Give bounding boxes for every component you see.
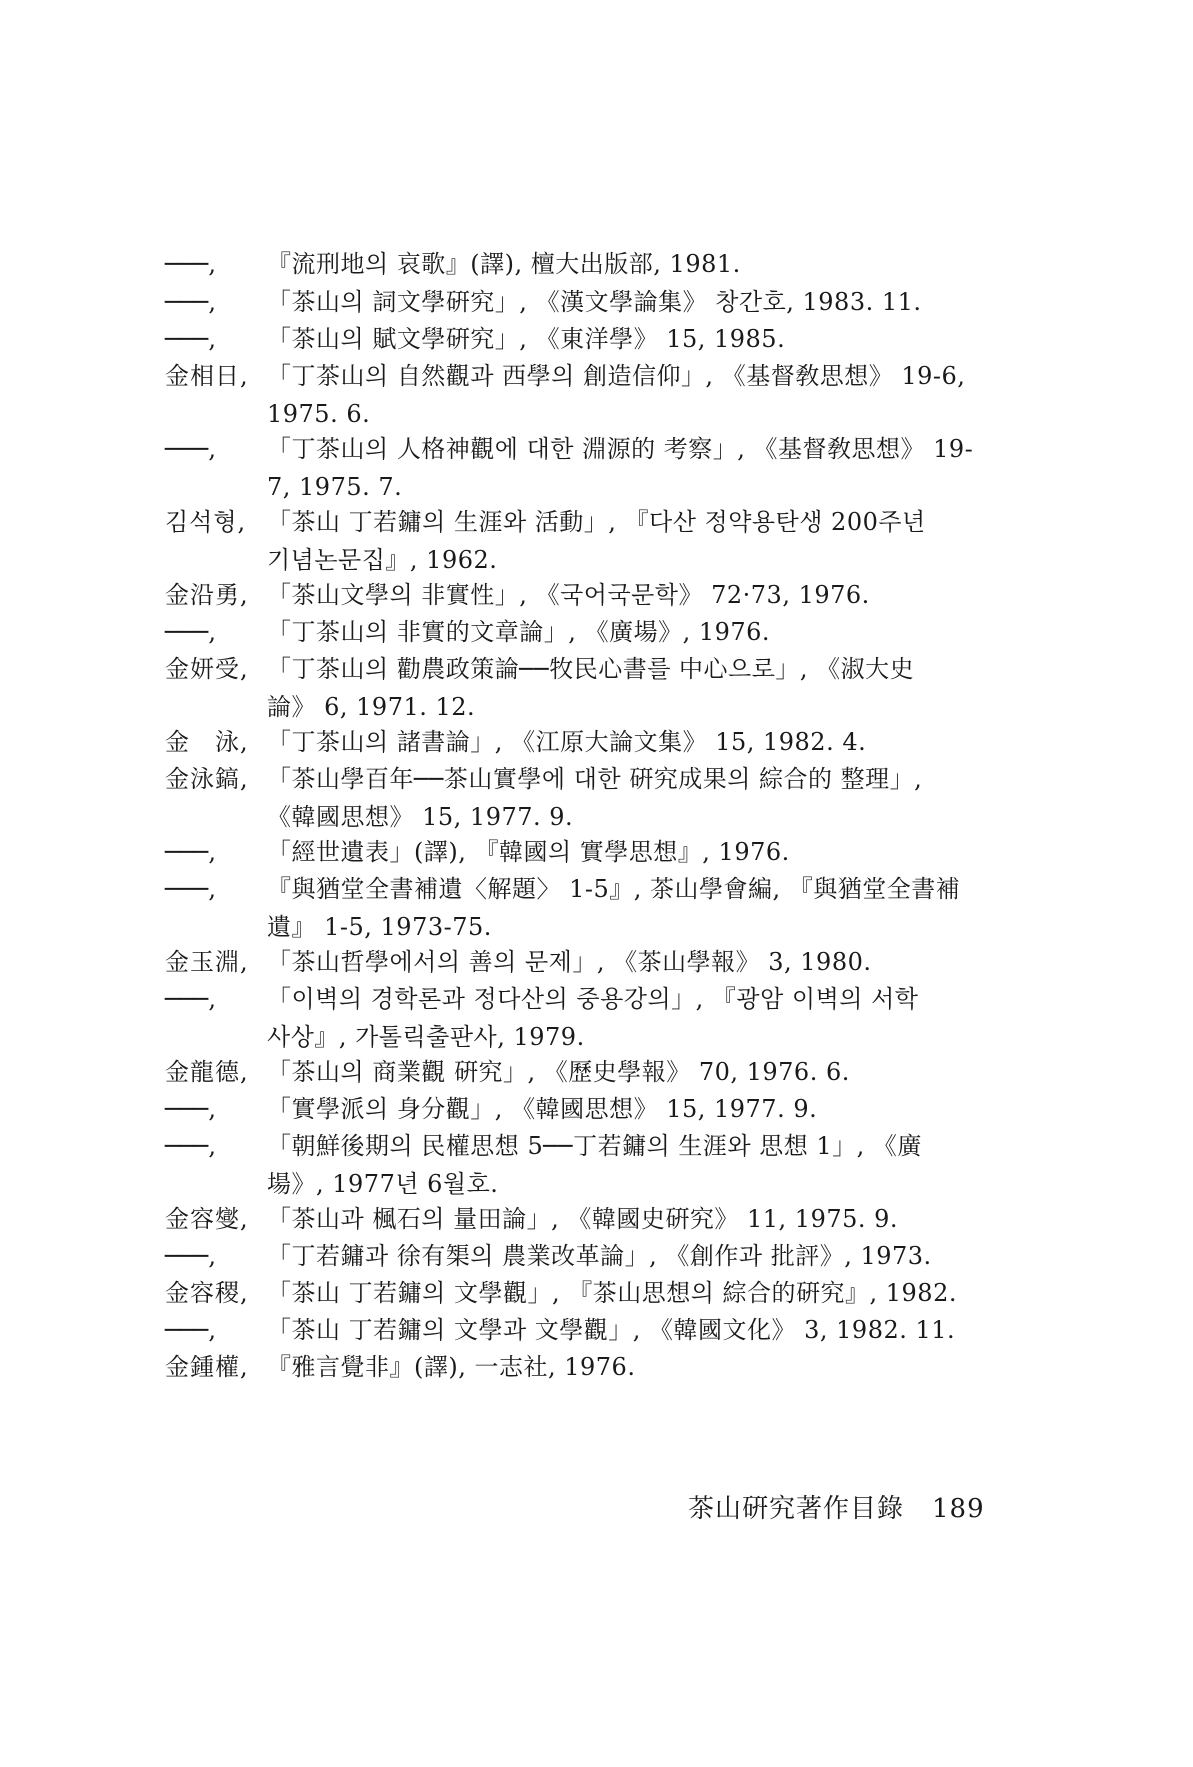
entry-author: ───, xyxy=(165,1316,216,1344)
entry-text xyxy=(267,503,967,579)
entry-author: 金玉淵, xyxy=(165,948,249,976)
entry-text xyxy=(267,576,967,614)
entry-text xyxy=(267,1348,967,1386)
entry-author: 金鍾權, xyxy=(165,1353,249,1381)
entry-text xyxy=(267,1274,967,1312)
entry-author: 김석형, xyxy=(165,508,247,536)
entry-line-continued: 7, 1975. 7. xyxy=(267,473,403,501)
entry-text xyxy=(267,980,967,1056)
entry-text xyxy=(267,283,967,321)
entry-line: 『雅言覺非』(譯), 一志社, 1976. xyxy=(267,1353,636,1381)
entry-text xyxy=(267,650,967,726)
entry-line-continued: 기념논문집』, 1962. xyxy=(267,546,498,574)
entry-text xyxy=(267,357,967,433)
entry-author: ───, xyxy=(165,618,216,646)
entry-author: ───, xyxy=(165,325,216,353)
entry-text xyxy=(267,723,967,761)
entry-line: 「茶山의 商業觀 硏究」, 《歷史學報》 70, 1976. 6. xyxy=(267,1058,850,1086)
entry-line: 「茶山學百年──茶山實學에 대한 硏究成果의 綜合的 整理」, xyxy=(267,765,923,793)
footer-title: 茶山硏究著作目錄 xyxy=(688,1494,905,1524)
entry-text xyxy=(267,1053,967,1091)
entry-author: 金 泳, xyxy=(165,728,249,756)
entry-text xyxy=(267,1311,967,1349)
entry-author: 金泳鎬, xyxy=(165,765,249,793)
entry-line: 「茶山 丁若鏞의 文學觀」, 『茶山思想의 綜合的硏究』, 1982. xyxy=(267,1279,957,1307)
entry-line-continued: 論》 6, 1971. 12. xyxy=(267,693,476,721)
entry-author: ───, xyxy=(165,985,216,1013)
entry-author: ───, xyxy=(165,838,216,866)
entry-line: 「經世遺表」(譯), 『韓國의 實學思想』, 1976. xyxy=(267,838,790,866)
entry-author: 金沿勇, xyxy=(165,581,249,609)
page-number: 189 xyxy=(932,1494,985,1524)
entry-author: 金龍德, xyxy=(165,1058,249,1086)
entry-line: 「茶山의 詞文學硏究」, 《漢文學論集》 창간호, 1983. 11. xyxy=(267,288,922,316)
entry-author: 金相日, xyxy=(165,362,249,390)
entry-line: 「丁茶山의 勸農政策論──牧民心書를 中心으로」, 《淑大史 xyxy=(267,655,915,683)
entry-author: 金容稷, xyxy=(165,1279,249,1307)
entry-author: 金容燮, xyxy=(165,1205,249,1233)
entry-author: ───, xyxy=(165,1132,216,1160)
entry-text xyxy=(267,430,974,506)
entry-author: ───, xyxy=(165,1095,216,1123)
entry-author: ───, xyxy=(165,875,216,903)
entry-line: 「이벽의 경학론과 정다산의 중용강의」, 『광암 이벽의 서학 xyxy=(267,985,919,1013)
entry-line-continued: 《韓國思想》 15, 1977. 9. xyxy=(267,803,574,831)
entry-line: 「丁茶山의 人格神觀에 대한 淵源的 考察」, 《基督敎思想》 19- xyxy=(267,435,974,463)
entry-line: 「丁若鏞과 徐有榘의 農業改革論」, 《創作과 批評》, 1973. xyxy=(267,1242,932,1270)
entry-line: 「丁茶山의 非實的文章論」, 《廣場》, 1976. xyxy=(267,618,771,646)
entry-text xyxy=(267,943,967,981)
entry-text xyxy=(267,760,967,836)
entry-line: 「茶山의 賦文學硏究」, 《東洋學》 15, 1985. xyxy=(267,325,786,353)
entry-text xyxy=(267,1200,967,1238)
entry-line: 「茶山文學의 非實性」, 《국어국문학》 72·73, 1976. xyxy=(267,581,870,609)
entry-line: 「丁茶山의 諸書論」, 《江原大論文集》 15, 1982. 4. xyxy=(267,728,867,756)
entry-line: 『流刑地의 哀歌』(譯), 檀大出版部, 1981. xyxy=(267,250,741,278)
entry-line: 「朝鮮後期의 民權思想 5──丁若鏞의 生涯와 思想 1」, 《廣 xyxy=(267,1132,922,1160)
entry-author: ───, xyxy=(165,288,216,316)
entry-line: 「茶山과 楓石의 量田論」, 《韓國史硏究》 11, 1975. 9. xyxy=(267,1205,899,1233)
entry-text xyxy=(267,245,967,283)
entry-line-continued: 1975. 6. xyxy=(267,400,371,428)
entry-line-continued: 사상』, 가톨릭출판사, 1979. xyxy=(267,1023,585,1051)
entry-text xyxy=(267,870,967,946)
entry-line-continued: 遺』 1-5, 1973-75. xyxy=(267,913,492,941)
entry-line: 『與猶堂全書補遺〈解題〉 1-5』, 茶山學會編, 『與猶堂全書補 xyxy=(267,875,961,903)
entry-text xyxy=(267,320,967,358)
entry-author: ───, xyxy=(165,435,216,463)
entry-line: 「實學派의 身分觀」, 《韓國思想》 15, 1977. 9. xyxy=(267,1095,818,1123)
entry-author: ───, xyxy=(165,1242,216,1270)
entry-line: 「茶山 丁若鏞의 生涯와 活動」, 『다산 정약용탄생 200주년 xyxy=(267,508,926,536)
running-footer xyxy=(688,1488,985,1525)
entry-text xyxy=(267,833,967,871)
entry-text xyxy=(267,1127,967,1203)
entry-author: 金妍受, xyxy=(165,655,249,683)
entry-author: ───, xyxy=(165,250,216,278)
entry-text xyxy=(267,1237,967,1275)
entry-line: 「茶山 丁若鏞의 文學과 文學觀」, 《韓國文化》 3, 1982. 11. xyxy=(267,1316,956,1344)
entry-text xyxy=(267,1090,967,1128)
entry-line: 「丁茶山의 自然觀과 西學의 創造信仰」, 《基督敎思想》 19-6, xyxy=(267,362,966,390)
entry-line-continued: 場》, 1977년 6월호. xyxy=(267,1170,499,1198)
entry-text xyxy=(267,613,967,651)
entry-line: 「茶山哲學에서의 善의 문제」, 《茶山學報》 3, 1980. xyxy=(267,948,872,976)
